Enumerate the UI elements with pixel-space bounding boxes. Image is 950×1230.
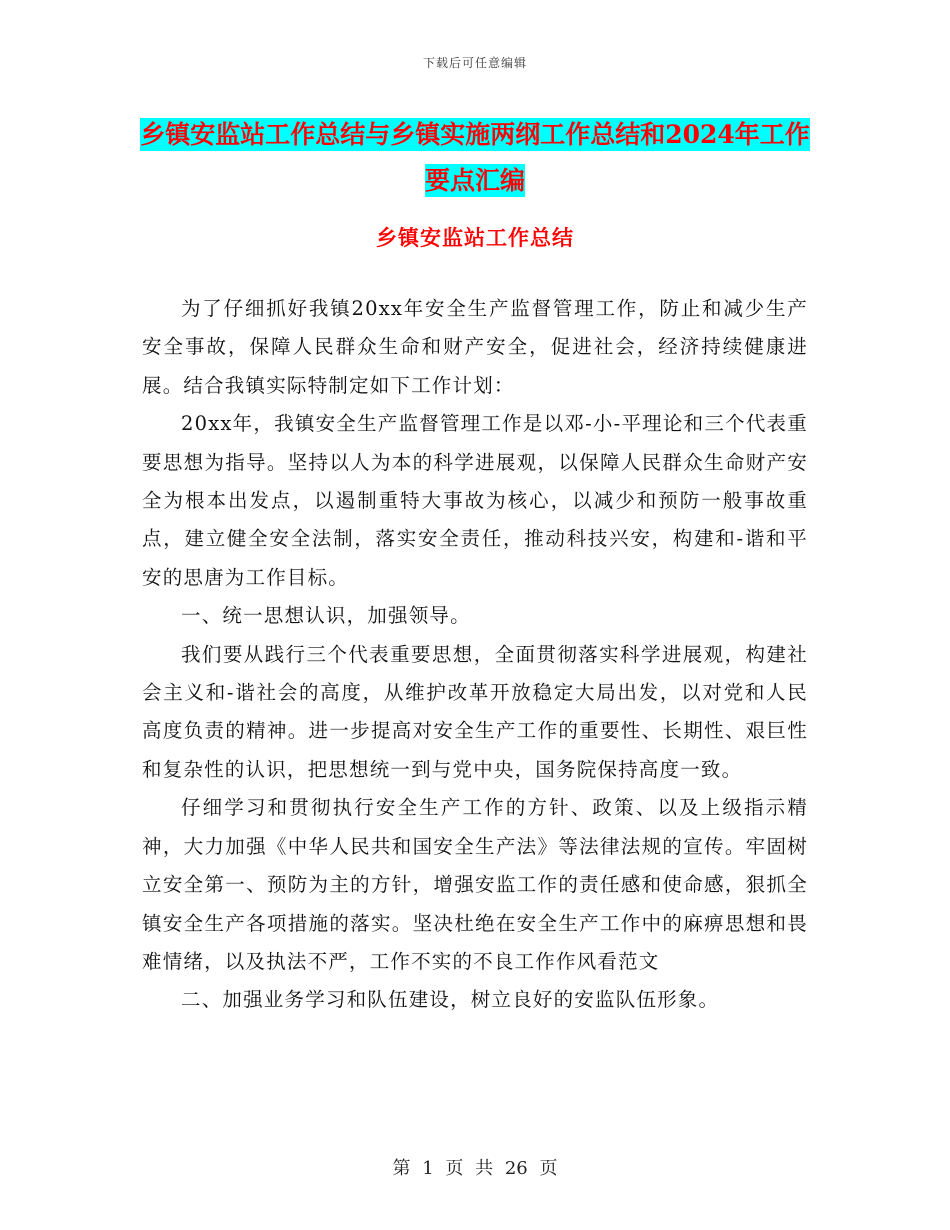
paragraph: 20xx年，我镇安全生产监督管理工作是以邓-小-平理论和三个代表重要思想为指导。坚持以人为本的科学进展观，以保障人民群众生命财产安全为根本出发点，以遏制重特大事故为核心，以减少和预防一般事故重点，建立健全安全法制，落实安全责任，推动科技兴安，构建和-谐和平安的思唐为工作目标。	[142, 412, 808, 589]
document-title	[140, 112, 810, 204]
document-body	[142, 290, 808, 1020]
section-title: 乡镇安监站工作总结	[376, 225, 574, 250]
paragraph: 一、统一思想认识，加强领导。	[181, 604, 471, 628]
paragraph: 仔细学习和贯彻执行安全生产工作的方针、政策、以及上级指示精神，大力加强《中华人民共和国安全生产法》等法律法规的宣传。牢固树立安全第一、预防为主的方针，增强安监工作的责任感和使命感，狠抓全镇安全生产各项措施的落实。坚决杜绝在安全生产工作中的麻痹思想和畏难情绪，以及执法不严，工作不实的不良工作作风看范文	[142, 796, 808, 973]
page-footer: 第 1 页 共 26 页	[392, 1158, 558, 1179]
paragraph: 为了仔细抓好我镇20xx年安全生产监督管理工作，防止和减少生产安全事故，保障人民群众生命和财产安全，促进社会，经济持续健康进展。结合我镇实际特制定如下工作计划：	[142, 297, 808, 397]
paragraph: 我们要从践行三个代表重要思想，全面贯彻落实科学进展观，构建社会主义和-谐社会的高度，从维护改革开放稳定大局出发，以对党和人民高度负责的精神。进一步提高对安全生产工作的重要性、长期性、艰巨性和复杂性的认识，把思想统一到与党中央，国务院保持高度一致。	[142, 642, 808, 781]
document-title-text: 乡镇安监站工作总结与乡镇实施两纲工作总结和2024年工作要点汇编	[140, 120, 810, 195]
header-note: 下载后可任意编辑	[422, 56, 527, 70]
paragraph: 二、加强业务学习和队伍建设，树立良好的安监队伍形象。	[181, 988, 720, 1012]
